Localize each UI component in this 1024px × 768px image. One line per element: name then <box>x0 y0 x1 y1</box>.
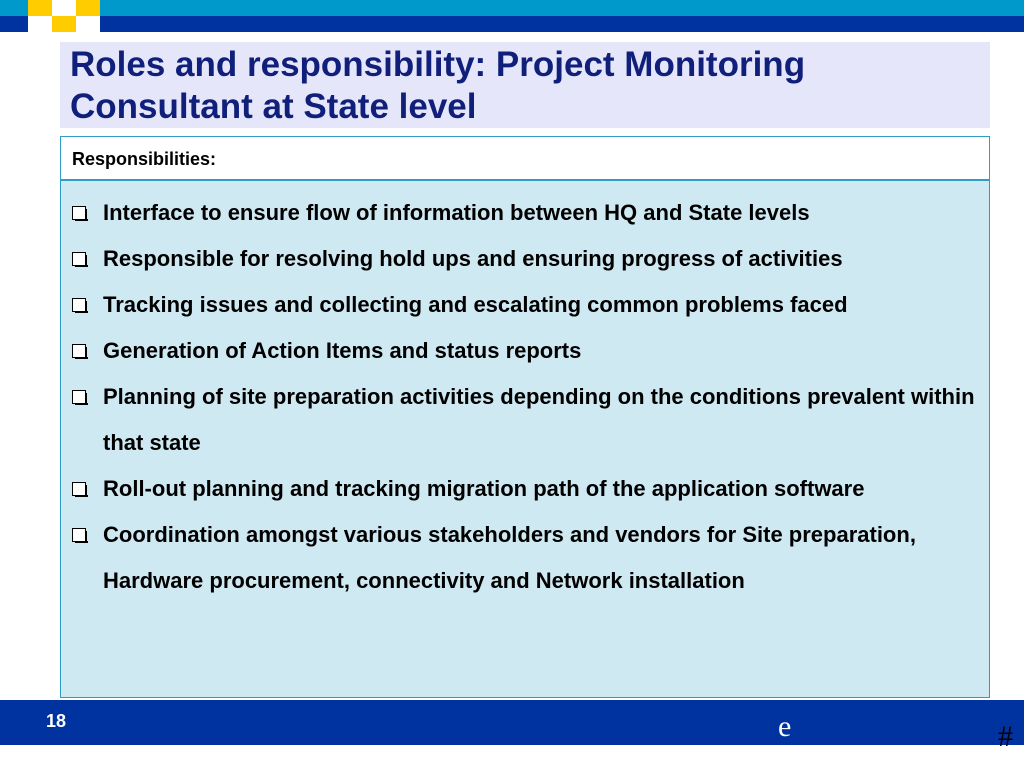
square-checkbox-bullet-icon <box>72 252 86 266</box>
square-checkbox-bullet-icon <box>72 390 86 404</box>
slide-title-line-1: Roles and responsibility: Project Monitoring <box>70 45 806 84</box>
list-item <box>61 190 989 236</box>
square-checkbox-bullet-icon <box>72 528 86 542</box>
page-number: 18 <box>46 711 67 731</box>
bullet-text: Roll-out planning and tracking migration path of the application software <box>103 476 865 501</box>
footer-hash: # <box>998 720 1013 753</box>
logo-square <box>28 16 52 32</box>
responsibilities-list <box>61 181 989 604</box>
list-item <box>61 374 989 466</box>
logo-square <box>76 16 100 32</box>
slide-title <box>60 42 990 128</box>
slide-title-box <box>60 42 990 128</box>
responsibilities-content <box>60 179 990 698</box>
square-checkbox-bullet-icon <box>72 206 86 220</box>
list-item <box>61 512 989 604</box>
responsibilities-label: Responsibilities: <box>72 149 217 169</box>
bullet-text: Coordination amongst various stakeholders and vendors for Site preparation, Hardware procurement, connectivity and Network installation <box>103 522 916 593</box>
square-checkbox-bullet-icon <box>72 344 86 358</box>
list-item <box>61 466 989 512</box>
bullet-text: Planning of site preparation activities depending on the conditions prevalent within that state <box>103 384 975 455</box>
logo-square <box>52 0 76 16</box>
top-decorative-bar <box>0 0 1024 33</box>
slide-title-line-2: Consultant at State level <box>70 87 477 126</box>
bullet-text: Responsible for resolving hold ups and ensuring progress of activities <box>103 246 843 271</box>
responsibilities-header <box>60 136 990 180</box>
square-checkbox-bullet-icon <box>72 482 86 496</box>
top-cyan-strip <box>0 0 1024 16</box>
square-checkbox-bullet-icon <box>72 298 86 312</box>
logo-square <box>76 0 100 16</box>
bullet-text: Tracking issues and collecting and escalating common problems faced <box>103 292 848 317</box>
logo-square <box>28 0 52 16</box>
list-item <box>61 236 989 282</box>
list-item <box>61 328 989 374</box>
top-blue-strip <box>0 16 1024 32</box>
list-item <box>61 282 989 328</box>
footer-mark: e <box>778 710 792 743</box>
logo-square <box>52 16 76 32</box>
bullet-text: Generation of Action Items and status reports <box>103 338 582 363</box>
bullet-text: Interface to ensure flow of information between HQ and State levels <box>103 200 810 225</box>
footer-bar <box>0 700 1024 745</box>
